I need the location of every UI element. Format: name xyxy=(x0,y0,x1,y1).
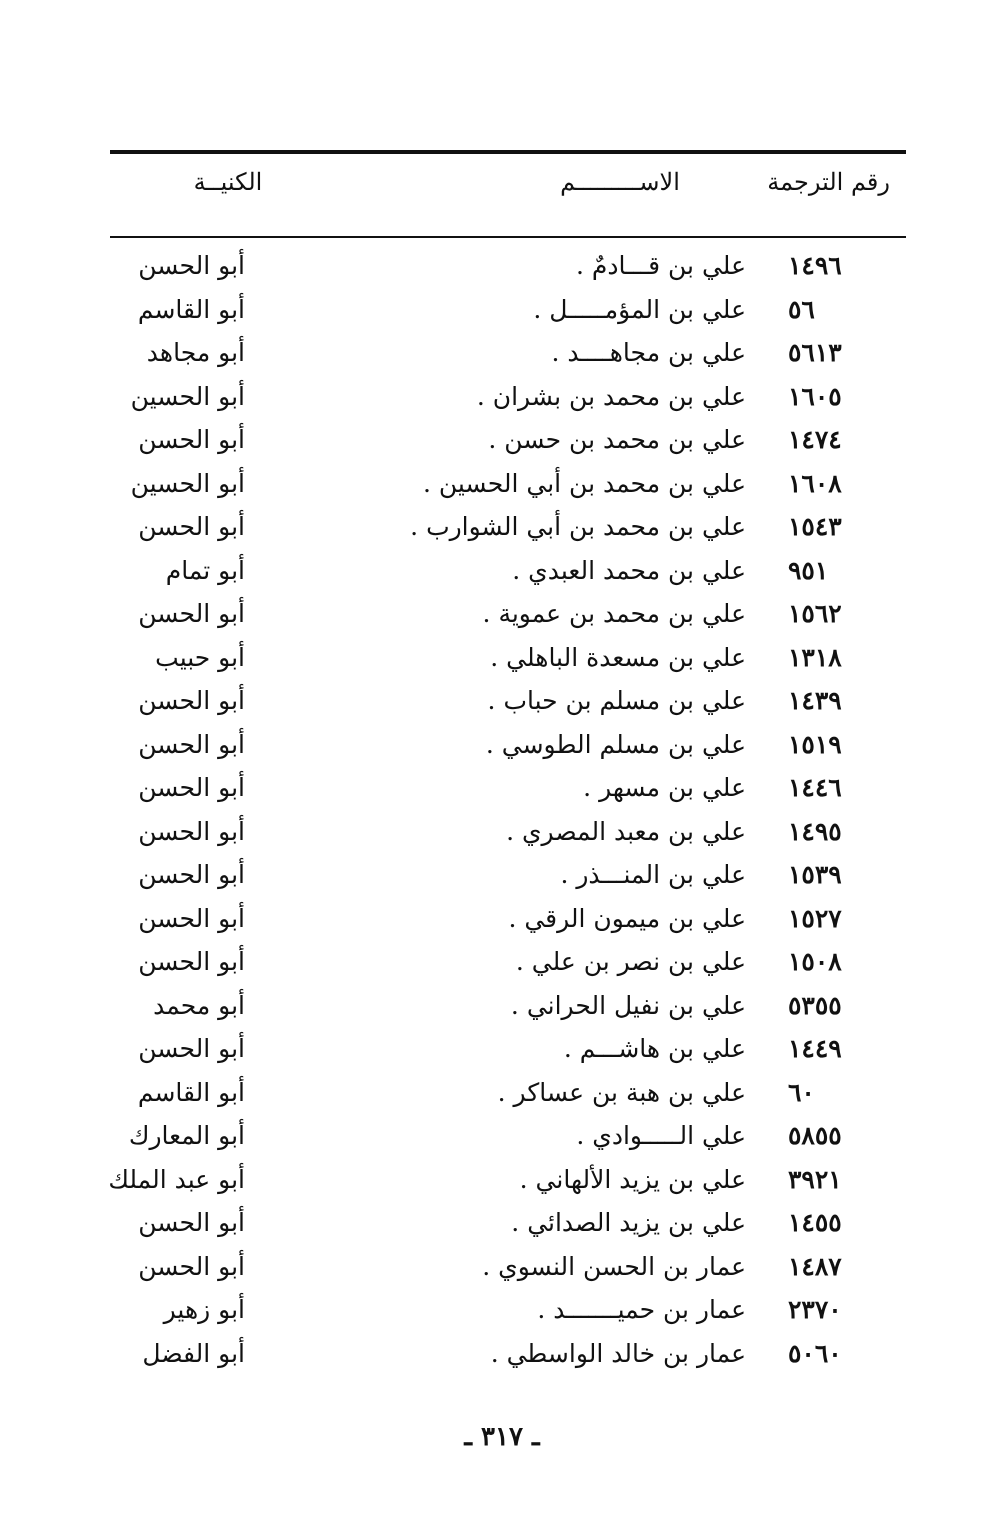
entry-kunya: أبو حبيب xyxy=(155,642,245,672)
entry-name: علي بن مسعدة الباهلي . xyxy=(490,642,746,672)
entry-kunya: أبو محمد xyxy=(153,990,245,1020)
table-row xyxy=(110,768,906,812)
entry-name: علي بن هبة بن عساكر . xyxy=(497,1077,746,1107)
header-kunya-label: الكنيــة xyxy=(193,168,263,196)
entry-number: ١٤٧٤ xyxy=(788,425,842,454)
entry-name: عمار بن خالد الواسطي . xyxy=(490,1338,746,1368)
top-rule xyxy=(110,150,906,154)
entry-kunya: أبو عبد الملك xyxy=(108,1164,245,1194)
entry-kunya: أبو الفضل xyxy=(142,1338,245,1368)
entry-name: علي بن يزيد الألهاني . xyxy=(519,1164,746,1194)
table-row xyxy=(110,1290,906,1334)
entry-kunya: أبو الحسن xyxy=(138,1208,245,1237)
entry-number: ١٤٥٥ xyxy=(788,1208,842,1237)
table-row xyxy=(110,1203,906,1247)
table-row xyxy=(110,290,906,334)
entry-kunya: أبو الحسن xyxy=(138,816,245,846)
entry-name: عمار بن حميـــــــد . xyxy=(537,1295,746,1324)
page-number: ـ ٣١٧ ـ xyxy=(464,1422,540,1452)
entry-name: علي بن نصر بن علي . xyxy=(515,947,746,976)
table-row xyxy=(110,899,906,943)
entry-kunya: أبو الحسن xyxy=(138,860,245,889)
entry-name: علي بن محمد بن أبي الشوارب . xyxy=(410,512,746,541)
entry-kunya: أبو الحسين xyxy=(130,468,245,498)
index-table xyxy=(110,246,906,1377)
table-row xyxy=(110,1247,906,1291)
entry-kunya: أبو الحسن xyxy=(138,599,245,628)
entry-kunya: أبو الحسن xyxy=(138,686,245,715)
entry-name: علي بن محمد بن بشران . xyxy=(476,381,746,411)
entry-kunya: أبو الحسن xyxy=(138,947,245,976)
entry-name: علي بن المؤمـــــل . xyxy=(533,294,746,324)
table-row xyxy=(110,1160,906,1204)
entry-number: ١٤٨٧ xyxy=(788,1251,842,1281)
entry-number: ٥٠٦٠ xyxy=(788,1338,842,1368)
entry-kunya: أبو الحسن xyxy=(138,1034,245,1063)
entry-kunya: أبو الحسن xyxy=(138,903,245,933)
entry-number: ٦٠ xyxy=(788,1077,815,1107)
entry-name: علي بن محمد العبدي . xyxy=(512,555,746,585)
table-header xyxy=(110,168,906,212)
entry-number: ١٦٠٥ xyxy=(788,381,842,411)
entry-number: ٩٥١ xyxy=(788,555,829,585)
entry-number: ٥٣٥٥ xyxy=(788,990,842,1020)
table-row xyxy=(110,464,906,508)
entry-kunya: أبو القاسم xyxy=(137,294,245,324)
table-row xyxy=(110,812,906,856)
header-name-label: الاســـــــــم xyxy=(560,168,680,196)
entry-name: علي بن المنـــذر . xyxy=(560,860,746,889)
entry-number: ١٥٣٩ xyxy=(788,860,842,889)
entry-name: علي بن محمد بن أبي الحسين . xyxy=(422,468,746,498)
entry-number: ١٥٢٧ xyxy=(788,903,842,933)
entry-kunya: أبو الحسن xyxy=(138,1251,245,1281)
table-row xyxy=(110,507,906,551)
table-row xyxy=(110,1073,906,1117)
entry-name: علي بن مجاهــــد . xyxy=(551,338,746,367)
table-row xyxy=(110,1116,906,1160)
entry-name: علي بن ميمون الرقي . xyxy=(508,903,746,933)
table-row xyxy=(110,942,906,986)
table-row xyxy=(110,638,906,682)
entry-kunya: أبو القاسم xyxy=(137,1077,245,1107)
entry-number: ١٥١٩ xyxy=(788,729,842,759)
entry-kunya: أبو الحسن xyxy=(138,512,245,541)
table-row xyxy=(110,986,906,1030)
entry-number: ١٤٩٥ xyxy=(788,816,842,846)
entry-number: ١٦٠٨ xyxy=(788,468,842,498)
entry-kunya: أبو الحسن xyxy=(138,729,245,759)
entry-name: علي بن محمد بن عموية . xyxy=(482,599,746,628)
entry-kunya: أبو الحسين xyxy=(130,381,245,411)
entry-name: علي بن مسهر . xyxy=(583,773,746,802)
entry-name: علي بن محمد بن حسن . xyxy=(488,425,746,454)
entry-name: علي بن قـــادمٌ . xyxy=(576,251,746,280)
entry-kunya: أبو الحسن xyxy=(138,425,245,454)
entry-kunya: أبو المعارك xyxy=(128,1121,245,1150)
entry-name: علي بن مسلم الطوسي . xyxy=(485,729,746,759)
entry-number: ٢٣٧٠ xyxy=(788,1295,842,1324)
table-row xyxy=(110,1334,906,1378)
table-row xyxy=(110,1029,906,1073)
entry-number: ١٣١٨ xyxy=(788,642,842,672)
entry-kunya: أبو الحسن xyxy=(138,773,245,802)
entry-number: ٥٦ xyxy=(788,294,815,324)
entry-kunya: أبو تمام xyxy=(165,555,245,585)
entry-name: علي بن نفيل الحراني . xyxy=(510,990,746,1020)
table-row xyxy=(110,594,906,638)
header-rule xyxy=(110,236,906,238)
entry-number: ٣٩٢١ xyxy=(788,1164,842,1194)
entry-name: علي الـــــوادي . xyxy=(576,1121,746,1150)
entry-number: ١٤٩٦ xyxy=(788,251,842,280)
entry-number: ٥٨٥٥ xyxy=(788,1121,842,1150)
table-row xyxy=(110,855,906,899)
table-row xyxy=(110,681,906,725)
entry-number: ١٤٤٩ xyxy=(788,1034,842,1063)
table-row xyxy=(110,420,906,464)
table-row xyxy=(110,551,906,595)
entry-name: علي بن يزيد الصدائي . xyxy=(511,1208,746,1237)
entry-number: ١٥٤٣ xyxy=(788,512,842,541)
entry-kunya: أبو الحسن xyxy=(138,251,245,280)
entry-number: ١٤٣٩ xyxy=(788,686,842,715)
entry-name: علي بن هاشـــم . xyxy=(563,1034,746,1063)
entry-number: ١٥٦٢ xyxy=(788,599,842,628)
entry-number: ١٥٠٨ xyxy=(788,947,842,976)
table-row xyxy=(110,333,906,377)
table-row xyxy=(110,725,906,769)
entry-kunya: أبو زهير xyxy=(163,1295,245,1324)
entry-kunya: أبو مجاهد xyxy=(146,338,245,367)
header-number-label: رقم الترجمة xyxy=(767,168,890,196)
entry-name: علي بن مسلم بن حباب . xyxy=(487,686,746,715)
entry-name: عمار بن الحسن النسوي . xyxy=(482,1251,746,1281)
entry-name: علي بن معبد المصري . xyxy=(506,816,746,846)
table-row xyxy=(110,246,906,290)
entry-number: ٥٦١٣ xyxy=(788,338,842,367)
table-row xyxy=(110,377,906,421)
entry-number: ١٤٤٦ xyxy=(788,773,842,802)
